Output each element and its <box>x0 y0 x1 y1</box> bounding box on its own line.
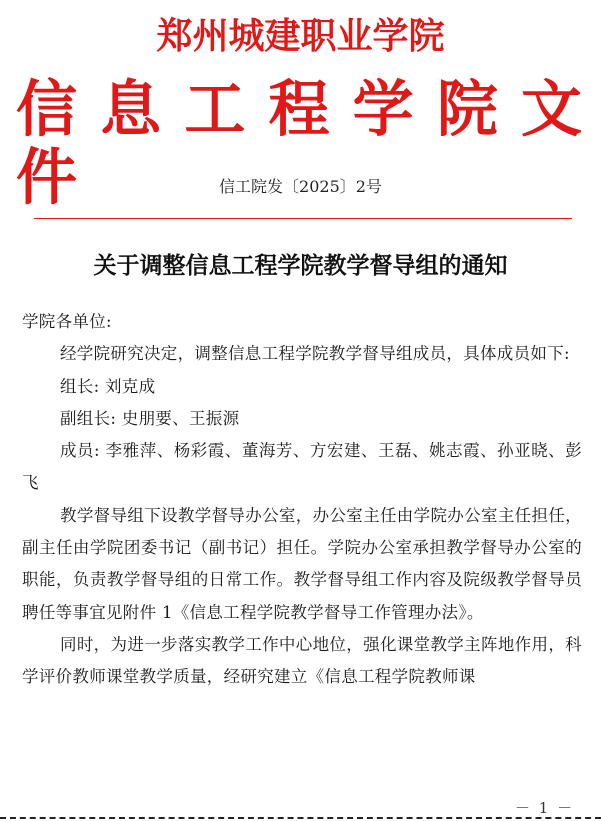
salutation: 学院各单位: <box>22 312 112 331</box>
members-line: 成员: 李雅萍、杨彩霞、董海芳、方宏建、王磊、姚志霞、孙亚晓、彭飞 <box>22 441 582 493</box>
document-type-heading: 信息工程学院文件 <box>16 74 594 213</box>
red-divider-line <box>34 218 572 219</box>
document-number: 信工院发〔2025〕2号 <box>219 177 382 196</box>
notice-title: 关于调整信息工程学院教学督导组的通知 <box>93 252 508 279</box>
deputy-leader-line: 副组长: 史朋要、王振源 <box>60 408 240 428</box>
page-bottom-border <box>0 817 601 819</box>
paragraph-office: 教学督导组下设教学督导办公室，办公室主任由学院办公室主任担任，副主任由学院团委书记（副书记）担任。学院办公室承担教学督导办公室的职能，负责教学督导组的日常工作。教学督导组工作内容及院级教学督导员聘任等事宜见附件 1《信息工程学院教学督导工作管理办法》。 <box>22 505 582 622</box>
leader-line: 组长: 刘克成 <box>60 376 156 396</box>
page-number: － 1 － <box>515 799 575 817</box>
issuing-organization: 郑州城建职业学院 <box>156 15 445 57</box>
paragraph-evaluation: 同时，为进一步落实教学工作中心地位，强化课堂教学主阵地作用，科学评价教师课堂教学质量，经研究建立《信息工程学院教师课 <box>22 634 582 687</box>
document-body <box>22 306 582 694</box>
paragraph-decision: 经学院研究决定，调整信息工程学院教学督导组成员，具体成员如下: <box>60 344 570 364</box>
